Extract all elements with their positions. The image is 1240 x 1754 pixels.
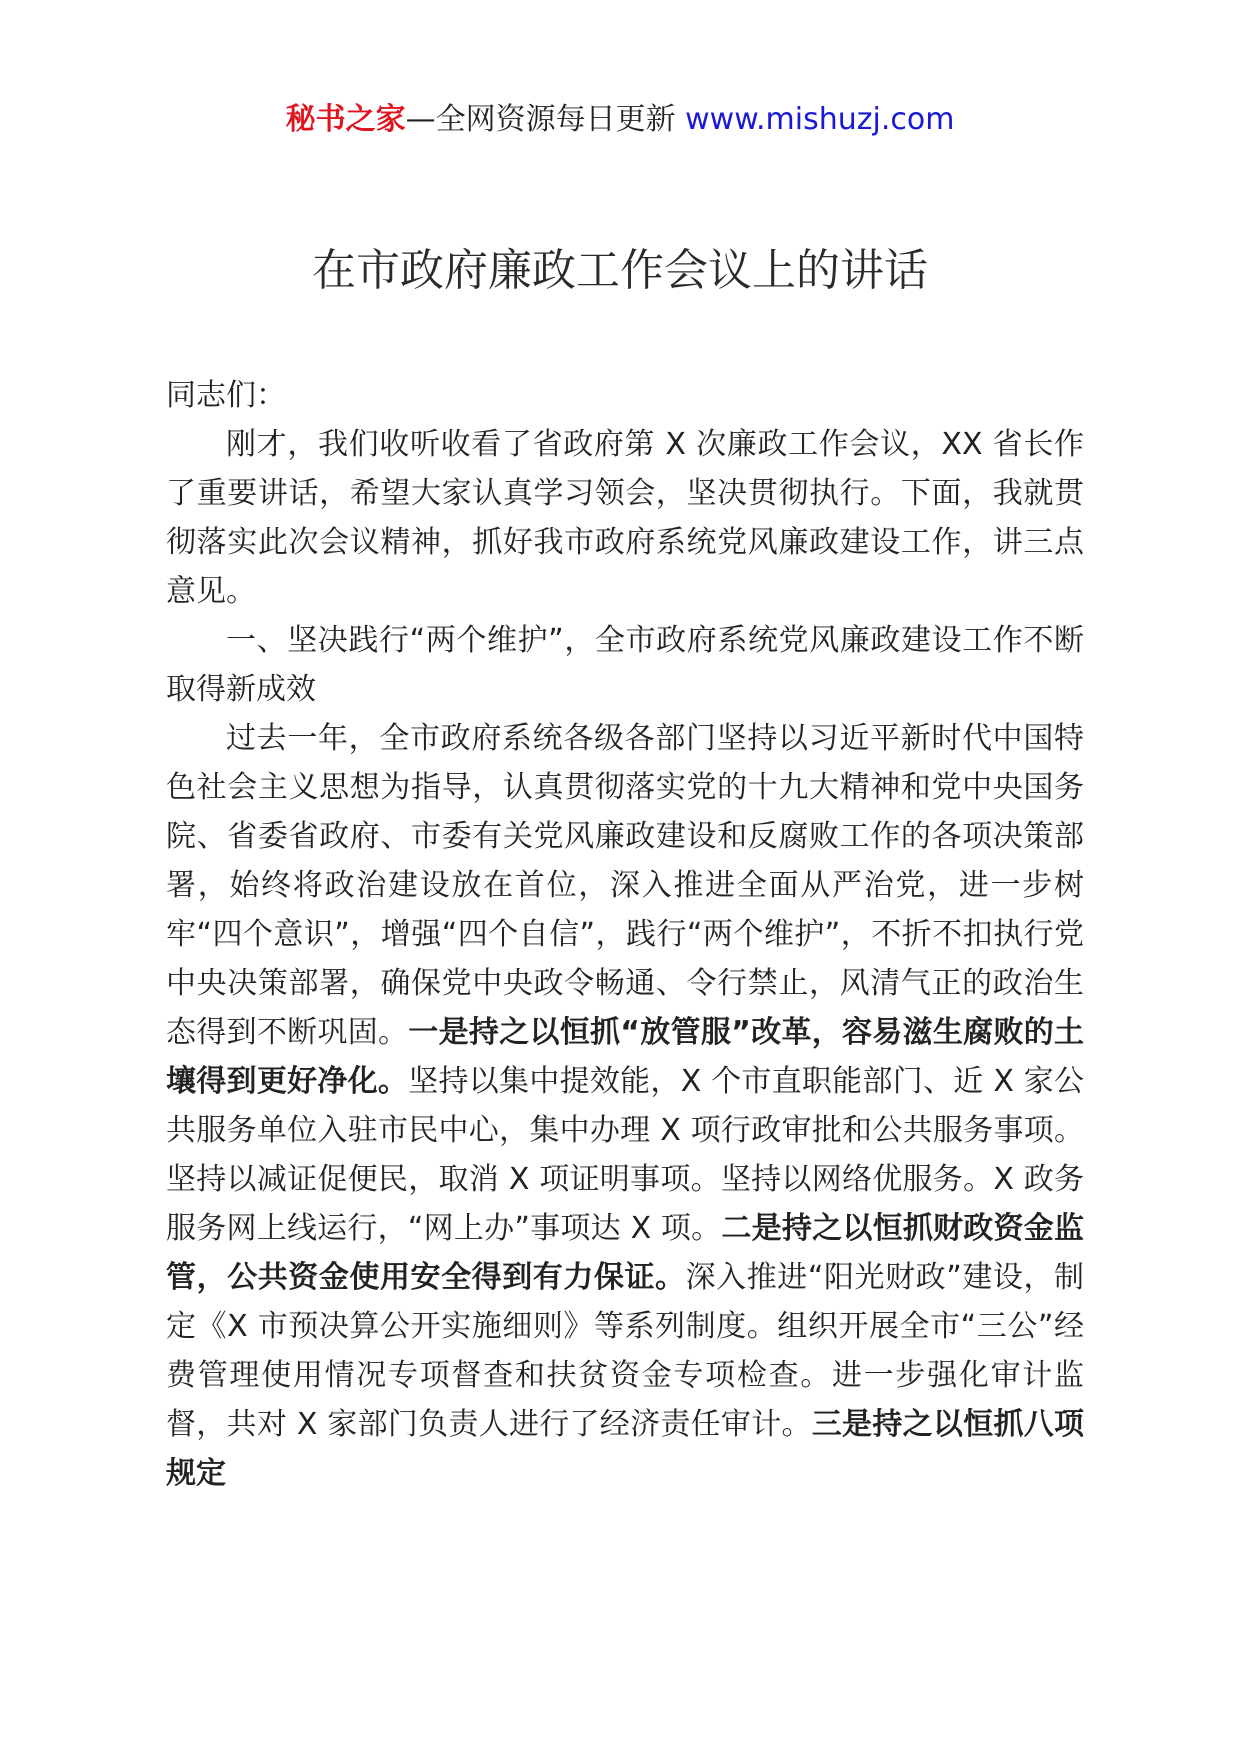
point-3-heading: 三是持之以恒抓八项规定 [166,1407,1084,1491]
site-header [0,100,1240,140]
header-tagline: —全网资源每日更新 [405,102,686,137]
section-1-paragraph [166,714,1084,1498]
point-1-text: 坚持以集中提效能，X 个市直职能部门、近 X 家公共服务单位入驻市民中心，集中办理 X 项行政审批和公共服务事项。坚持以减证促便民，取消 X 项证明事项。坚持以网络优服务。X 政务服务网上线运行，“网上办”事项达 X 项。 [166,1064,1085,1246]
intro-paragraph: 刚才，我们收听收看了省政府第 X 次廉政工作会议，XX 省长作了重要讲话，希望大家认真学习领会，坚决贯彻执行。下面，我就贯彻落实此次会议精神，抓好我市政府系统党风廉政建设工作，讲三点意见。 [166,427,1084,609]
point-2-text: 深入推进“阳光财政”建设，制定《X 市预决算公开实施细则》等系列制度。组织开展全市“三公”经费管理使用情况专项督查和扶贫资金专项检查。进一步强化审计监督，共对 X 家部门负责人进行了经济责任审计。 [166,1260,1085,1442]
document-body [166,371,1084,1498]
brand-name: 秘书之家 [285,102,406,137]
section-1-text: 过去一年，全市政府系统各级各部门坚持以习近平新时代中国特色社会主义思想为指导，认真贯彻落实党的十九大精神和党中央国务院、省委省政府、市委有关党风廉政建设和反腐败工作的各项决策部署，始终将政治建设放在首位，深入推进全面从严治党，进一步树牢“四个意识”，增强“四个自信”，践行“两个维护”，不折不扣执行党中央决策部署，确保党中央政令畅通、令行禁止，风清气正的政治生态得到不断巩固。 [166,721,1084,1050]
point-2-heading: 二是持之以恒抓财政资金监管，公共资金使用安全得到有力保证。 [166,1211,1084,1295]
section-heading-1: 一、坚决践行“两个维护”，全市政府系统党风廉政建设工作不断取得新成效 [166,623,1084,707]
salutation: 同志们： [166,378,286,413]
document-title: 在市政府廉政工作会议上的讲话 [312,245,928,296]
point-1-heading: 一是持之以恒抓“放管服”改革，容易滋生腐败的土壤得到更好净化。 [166,1015,1085,1099]
site-url-link[interactable]: www.mishuzj.com [685,102,955,137]
